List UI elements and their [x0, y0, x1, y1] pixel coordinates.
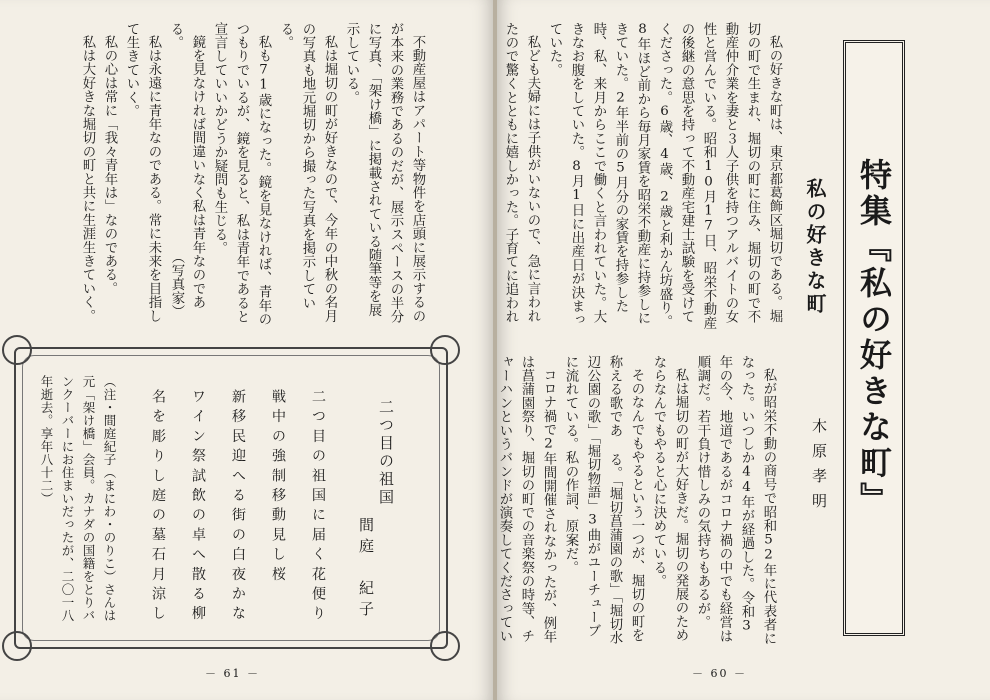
corner-ornament	[2, 631, 32, 661]
essay-upper-block	[503, 22, 785, 332]
essay-paragraph: コロナ禍で2年間開催されなかったが、例年は菖蒲園祭り、堀切の町での音楽祭の時等、チャーハンというバンドが演奏してくださってい	[497, 355, 556, 644]
essay-paragraph: 私も71歳になった。鏡を見なければ、青年のつもりでいるが、鏡を見ると、私は青年であると宣言していいかどうか疑問も生じる。	[212, 22, 271, 327]
feature-title: 特集『私の好きな町』	[855, 158, 893, 518]
essay-paragraph: そのなんでもやるという一つが、堀切の町を称える歌であ る。「堀切菖蒲園の歌」「堀切水辺公園の歌」「堀切物語」3曲がユーチューブに流れている。私の作詞、原案だ。	[563, 355, 644, 645]
essay-paragraph: 私は堀切の町が好きなので、今年の中秋の名月の写真も地元堀切から撮った写真を掲示している。	[278, 22, 337, 324]
feature-title-box	[843, 40, 905, 636]
poem-line: ワイン祭試飲の卓へ散る柳	[190, 389, 206, 626]
poem-author: 間庭 紀子	[357, 517, 375, 622]
essay-paragraph: 鏡を見なければ間違いなく私は青年なのである。	[168, 22, 205, 310]
essay-paragraph: 不動産屋はアパート等物件を店頭に展示するのが本来の業務であるのだが、展示スペースの半分に写真、「架け橋」に掲載されている随筆等を展示している。	[344, 22, 425, 324]
corner-ornament	[2, 335, 32, 365]
poem-line: 名を彫りし庭の墓石月涼し	[150, 389, 166, 626]
poem-line: 二つ目の祖国に届く花便り	[310, 389, 326, 626]
corner-ornament	[430, 335, 460, 365]
essay-paragraph: 私は堀切の町が大好きだ。堀切の発展のためならなんでもやると心に決めている。	[651, 355, 688, 643]
page-number-right: － 60 －	[692, 667, 747, 680]
poem-line: 新移民迎へる街の白夜かな	[230, 389, 246, 626]
poem-frame	[14, 347, 448, 649]
essay-paragraph: 私が昭栄不動の商号で昭和52年に代表者になった。いつしか44年が経過した。令和3年の今、地道であるがコロナ禍の中でも経営は順調だ。若干負け惜しみの気持ちもあるが。	[695, 355, 776, 646]
essay-paragraph: 私は永遠に青年なのである。常に未来を目指して生きていく。	[124, 22, 161, 324]
author-affiliation: （写真家）	[169, 250, 184, 319]
essay-lower-block	[497, 355, 779, 647]
essay-title: 私の好きな町	[803, 178, 827, 316]
poem-note: （注・間庭紀子（まにわ・のりこ）さんは元「架け橋」会員。カナダの国籍をとりバンクーバーにお住まいだったが、二〇一八年逝去。享年八十二）	[39, 375, 117, 622]
essay-author: 木原孝明	[810, 418, 828, 518]
left-page	[0, 0, 493, 700]
right-page	[497, 0, 990, 700]
essay-paragraph: 私の好きな町は、東京都葛飾区堀切である。堀切の町で生まれ、堀切の町に住み、堀切の町で不動産仲介業を妻と３人子供を持つアルバイトの女性と営んでいる。昭和10月17日、昭栄不動産の後継の意思を持って不動産宅建士試験を受けてくださった。6歳、4歳、2歳と利かん坊盛り。8年ほど前から毎月家賃を昭栄不動産に持参しにきていた。2年半前の5月分の家賃を持参した時、私、来月からここで働くと言われていた。大きなお腹をしていた。8月1日に出産日が決まっていた。	[547, 22, 782, 330]
poem-title: 二つ目の祖国	[377, 399, 395, 507]
essay-paragraph: 私の心は常に「我々青年は」なのである。	[102, 35, 117, 296]
essay-paragraph: 私ども夫婦には子供がいないので、急に言われたので驚くとともに嬉しかった。子育てに追われ	[503, 22, 540, 324]
corner-ornament	[430, 631, 460, 661]
poem-line: 戦中の強制移動見し桜	[270, 389, 286, 586]
essay-paragraph: 私は大好きな堀切の町と共に生涯生きていく。	[80, 35, 95, 324]
page-number-left: － 61 －	[205, 667, 260, 680]
